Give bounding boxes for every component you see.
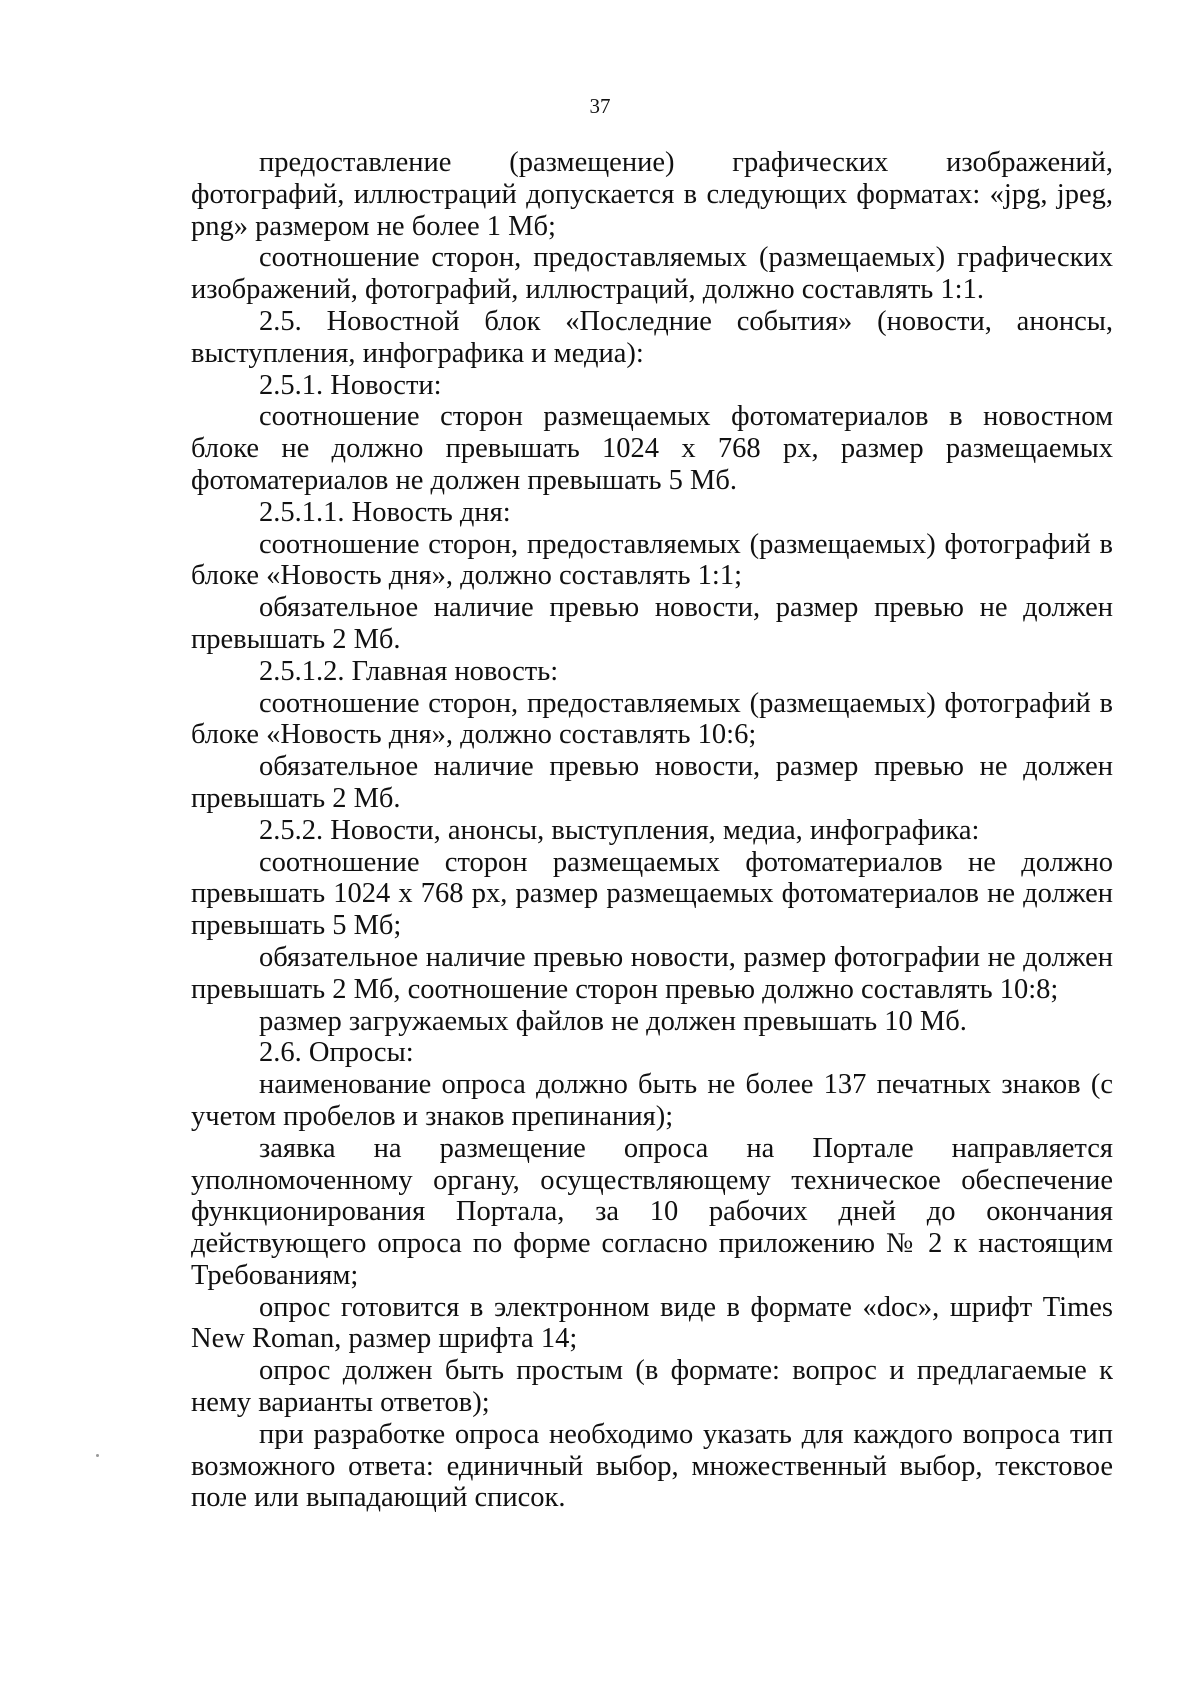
paragraph-poll-format: опрос готовится в электронном виде в формате «doc», шрифт Times New Roman, размер шрифта 14; (191, 1291, 1113, 1355)
page-number: 37 (589, 94, 611, 118)
heading-2-5-2-media: 2.5.2. Новости, анонсы, выступления, медиа, инфографика: (259, 814, 980, 846)
paragraph-media-preview: обязательное наличие превью новости, размер фотографии не должен превышать 2 Мб, соотношение сторон превью должно составлять 10:8; (191, 941, 1113, 1005)
document-body (191, 147, 1113, 1514)
heading-2-5-1-news: 2.5.1. Новости: (259, 369, 442, 401)
paragraph-poll-application: заявка на размещение опроса на Портале направляется уполномоченному органу, осуществляющему техническое обеспечение функционирования Портала, за 10 рабочих дней до окончания действующего опроса по форме согласно приложению № 2 к настоящим Требованиям; (191, 1132, 1113, 1291)
paragraph-poll-name-length: наименование опроса должно быть не более 137 печатных знаков (с учетом пробелов и знаков препинания); (191, 1069, 1113, 1132)
paragraph-image-aspect-ratio: соотношение сторон, предоставляемых (размещаемых) графических изображений, фотографий, иллюстраций, должно составлять 1:1. (191, 242, 1113, 306)
paragraph-main-news-preview: обязательное наличие превью новости, размер превью не должен превышать 2 Мб. (191, 751, 1113, 814)
heading-2-5-1-2-main-news: 2.5.1.2. Главная новость: (259, 655, 559, 687)
paragraph-news-photo-size: соотношение сторон размещаемых фотоматериалов в новостном блоке не должно превышать 1024 x 768 px, размер размещаемых фотоматериалов не должен превышать 5 Мб. (191, 401, 1113, 496)
paragraph-poll-answer-type: при разработке опроса необходимо указать для каждого вопроса тип возможного ответа: единичный выбор, множественный выбор, текстовое поле или выпадающий список. (191, 1418, 1113, 1514)
paragraph-image-formats: предоставление (размещение) графических изображений, фотографий, иллюстраций допускается в следующих форматах: «jpg, jpeg, png» размером не более 1 Мб; (191, 147, 1113, 242)
paragraph-news-of-day-preview: обязательное наличие превью новости, размер превью не должен превышать 2 Мб. (191, 592, 1113, 655)
paragraph-media-photo-size: соотношение сторон размещаемых фотоматериалов не должно превышать 1024 x 768 px, размер размещаемых фотоматериалов не должен превышать 5 Мб; (191, 846, 1113, 942)
paragraph-main-news-ratio: соотношение сторон, предоставляемых (размещаемых) фотографий в блоке «Новость дня», должно составлять 10:6; (191, 687, 1113, 751)
heading-2-5-1-1-news-of-day: 2.5.1.1. Новость дня: (259, 496, 511, 528)
paragraph-upload-file-size: размер загружаемых файлов не должен превышать 10 Мб. (259, 1005, 967, 1037)
scan-speck (96, 1454, 99, 1457)
heading-2-5-news-block: 2.5. Новостной блок «Последние события» (новости, анонсы, выступления, инфографика и медиа): (191, 305, 1113, 369)
paragraph-poll-simple: опрос должен быть простым (в формате: вопрос и предлагаемые к нему варианты ответов); (191, 1355, 1113, 1419)
paragraph-news-of-day-ratio: соотношение сторон, предоставляемых (размещаемых) фотографий в блоке «Новость дня», должно составлять 1:1; (191, 528, 1113, 592)
heading-2-6-polls: 2.6. Опросы: (259, 1037, 414, 1069)
